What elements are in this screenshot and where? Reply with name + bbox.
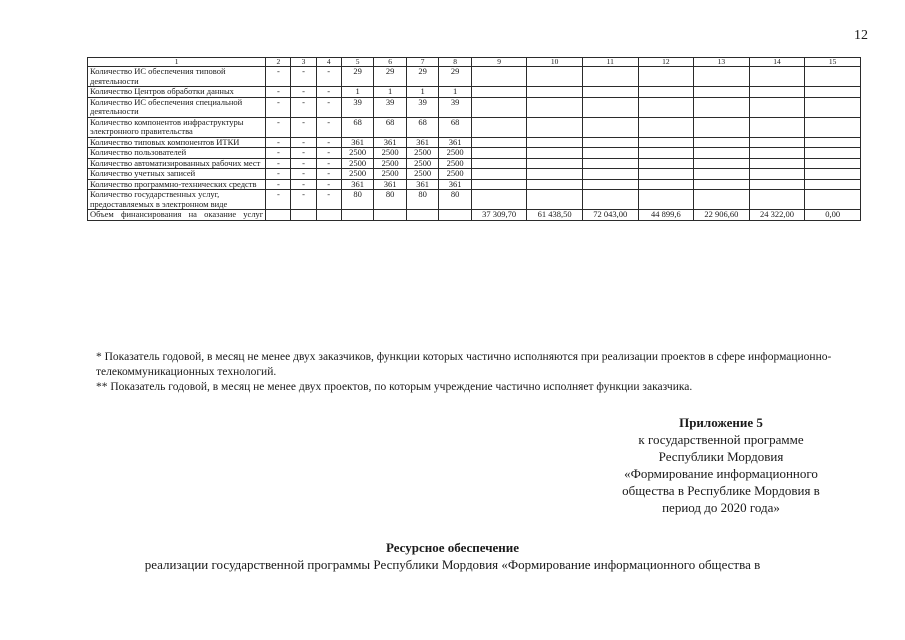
- column-header: 6: [374, 58, 407, 67]
- row-name-cell: Количество учетных записей: [88, 169, 266, 180]
- value-cell: [749, 67, 805, 87]
- value-cell: 29: [439, 67, 472, 87]
- appendix-line: «Формирование информационного: [624, 466, 818, 481]
- value-cell: 2500: [374, 148, 407, 159]
- value-cell: [266, 210, 291, 221]
- value-cell: [638, 158, 694, 169]
- value-cell: 72 043,00: [582, 210, 638, 221]
- table-row: [88, 158, 861, 169]
- value-cell: [527, 169, 583, 180]
- value-cell: 37 309,70: [471, 210, 527, 221]
- table-row: [88, 169, 861, 180]
- value-cell: [638, 137, 694, 148]
- table-row: [88, 137, 861, 148]
- value-cell: [749, 137, 805, 148]
- row-name-cell: Количество пользователей: [88, 148, 266, 159]
- value-cell: -: [266, 67, 291, 87]
- value-cell: [439, 210, 472, 221]
- value-cell: [694, 87, 750, 98]
- value-cell: -: [316, 148, 341, 159]
- value-cell: [527, 148, 583, 159]
- value-cell: 2500: [341, 169, 374, 180]
- value-cell: [527, 190, 583, 210]
- value-cell: 80: [374, 190, 407, 210]
- value-cell: [805, 158, 861, 169]
- table-row: [88, 87, 861, 98]
- value-cell: [805, 190, 861, 210]
- row-name-cell: Количество ИС обеспечения типовой деятельности: [88, 67, 266, 87]
- table-row: [88, 210, 861, 221]
- value-cell: 68: [341, 117, 374, 137]
- value-cell: -: [316, 169, 341, 180]
- footnote-1: * Показатель годовой, в месяц не менее двух заказчиков, функции которых частично исполняются при реализации проектов в сфере информационно-телекоммуникационных технологий.: [96, 351, 832, 378]
- value-cell: -: [266, 87, 291, 98]
- value-cell: 61 438,50: [527, 210, 583, 221]
- value-cell: [638, 87, 694, 98]
- footnote-2: ** Показатель годовой, в месяц не менее двух проектов, по которым учреждение частично исполняет функции заказчика.: [96, 381, 693, 393]
- value-cell: [527, 137, 583, 148]
- table-header-row: [88, 58, 861, 67]
- value-cell: [582, 169, 638, 180]
- value-cell: [749, 97, 805, 117]
- value-cell: 1: [374, 87, 407, 98]
- value-cell: [805, 87, 861, 98]
- value-cell: [805, 169, 861, 180]
- value-cell: [316, 210, 341, 221]
- table-row: [88, 97, 861, 117]
- value-cell: -: [291, 117, 316, 137]
- value-cell: [471, 117, 527, 137]
- value-cell: [805, 148, 861, 159]
- value-cell: 2500: [439, 148, 472, 159]
- value-cell: 0,00: [805, 210, 861, 221]
- value-cell: [694, 148, 750, 159]
- value-cell: [694, 117, 750, 137]
- value-cell: 80: [341, 190, 374, 210]
- appendix-line: Республики Мордовия: [658, 449, 784, 464]
- value-cell: -: [291, 87, 316, 98]
- row-name-cell: Количество компонентов инфраструктуры электронного правительства: [88, 117, 266, 137]
- value-cell: [471, 67, 527, 87]
- value-cell: [694, 190, 750, 210]
- column-header: 3: [291, 58, 316, 67]
- value-cell: [749, 148, 805, 159]
- value-cell: [638, 179, 694, 190]
- value-cell: [471, 169, 527, 180]
- value-cell: [749, 169, 805, 180]
- column-header: 2: [266, 58, 291, 67]
- value-cell: [582, 87, 638, 98]
- value-cell: [694, 158, 750, 169]
- value-cell: -: [316, 179, 341, 190]
- value-cell: -: [266, 148, 291, 159]
- value-cell: [582, 97, 638, 117]
- value-cell: [527, 67, 583, 87]
- value-cell: 44 899,6: [638, 210, 694, 221]
- value-cell: [805, 137, 861, 148]
- value-cell: [527, 158, 583, 169]
- value-cell: -: [266, 97, 291, 117]
- value-cell: -: [316, 97, 341, 117]
- column-header: 7: [406, 58, 439, 67]
- value-cell: [471, 87, 527, 98]
- value-cell: -: [316, 87, 341, 98]
- value-cell: [471, 179, 527, 190]
- column-header: 12: [638, 58, 694, 67]
- value-cell: [749, 158, 805, 169]
- column-header: 14: [749, 58, 805, 67]
- value-cell: -: [266, 158, 291, 169]
- value-cell: [582, 179, 638, 190]
- value-cell: -: [291, 190, 316, 210]
- value-cell: -: [266, 190, 291, 210]
- value-cell: [749, 87, 805, 98]
- column-header: 13: [694, 58, 750, 67]
- value-cell: [341, 210, 374, 221]
- value-cell: [749, 190, 805, 210]
- value-cell: 361: [406, 179, 439, 190]
- value-cell: 2500: [439, 169, 472, 180]
- value-cell: -: [291, 148, 316, 159]
- value-cell: [471, 190, 527, 210]
- value-cell: [638, 148, 694, 159]
- value-cell: -: [291, 97, 316, 117]
- footnotes: [96, 350, 866, 395]
- value-cell: 1: [341, 87, 374, 98]
- table-row: [88, 179, 861, 190]
- value-cell: 39: [374, 97, 407, 117]
- value-cell: [291, 210, 316, 221]
- column-header: 8: [439, 58, 472, 67]
- appendix-line: к государственной программе: [638, 432, 804, 447]
- appendix-title: Приложение 5: [679, 415, 763, 430]
- value-cell: [638, 67, 694, 87]
- appendix-heading: [590, 414, 852, 516]
- column-header: 4: [316, 58, 341, 67]
- table-row: [88, 148, 861, 159]
- value-cell: -: [291, 169, 316, 180]
- value-cell: -: [291, 67, 316, 87]
- value-cell: 361: [439, 137, 472, 148]
- value-cell: 68: [406, 117, 439, 137]
- appendix-line: период до 2020 года»: [662, 500, 780, 515]
- value-cell: 361: [341, 179, 374, 190]
- value-cell: [527, 87, 583, 98]
- column-header: 15: [805, 58, 861, 67]
- value-cell: 2500: [374, 158, 407, 169]
- column-header: 10: [527, 58, 583, 67]
- table-row: [88, 190, 861, 210]
- value-cell: [471, 97, 527, 117]
- section-subtitle: реализации государственной программы Республики Мордовия «Формирование информационного общества в: [144, 557, 761, 572]
- table-row: [88, 67, 861, 87]
- value-cell: [527, 179, 583, 190]
- value-cell: -: [291, 137, 316, 148]
- value-cell: [471, 158, 527, 169]
- value-cell: [527, 117, 583, 137]
- row-name-cell: Количество государственных услуг, предоставляемых в электронном виде: [88, 190, 266, 210]
- appendix-line: общества в Республике Мордовия в: [622, 483, 820, 498]
- value-cell: 29: [374, 67, 407, 87]
- row-name-cell: Количество типовых компонентов ИТКИ: [88, 137, 266, 148]
- value-cell: 80: [439, 190, 472, 210]
- value-cell: 2500: [406, 158, 439, 169]
- value-cell: [749, 179, 805, 190]
- value-cell: [582, 190, 638, 210]
- value-cell: [582, 148, 638, 159]
- value-cell: 39: [439, 97, 472, 117]
- value-cell: [582, 137, 638, 148]
- value-cell: -: [316, 117, 341, 137]
- value-cell: [805, 179, 861, 190]
- indicators-table: [87, 57, 861, 221]
- value-cell: 80: [406, 190, 439, 210]
- row-name-cell: Объем финансирования на оказание услуг: [88, 210, 266, 221]
- value-cell: -: [266, 137, 291, 148]
- value-cell: [638, 117, 694, 137]
- value-cell: [582, 67, 638, 87]
- value-cell: [638, 190, 694, 210]
- value-cell: [805, 97, 861, 117]
- value-cell: [374, 210, 407, 221]
- value-cell: [582, 158, 638, 169]
- value-cell: [694, 137, 750, 148]
- row-name-cell: Количество Центров обработки данных: [88, 87, 266, 98]
- value-cell: 22 906,60: [694, 210, 750, 221]
- value-cell: 2500: [406, 169, 439, 180]
- row-name-cell: Количество автоматизированных рабочих мест: [88, 158, 266, 169]
- value-cell: -: [266, 117, 291, 137]
- column-header: 1: [88, 58, 266, 67]
- table-body: [88, 67, 861, 221]
- value-cell: -: [316, 137, 341, 148]
- value-cell: 1: [406, 87, 439, 98]
- value-cell: -: [266, 169, 291, 180]
- column-header: 5: [341, 58, 374, 67]
- value-cell: -: [316, 158, 341, 169]
- value-cell: 39: [406, 97, 439, 117]
- value-cell: 2500: [406, 148, 439, 159]
- value-cell: [694, 179, 750, 190]
- value-cell: -: [291, 179, 316, 190]
- section-title: Ресурсное обеспечение: [385, 540, 520, 555]
- value-cell: [471, 137, 527, 148]
- value-cell: [805, 67, 861, 87]
- value-cell: 68: [374, 117, 407, 137]
- value-cell: -: [291, 158, 316, 169]
- value-cell: 2500: [341, 158, 374, 169]
- value-cell: -: [316, 190, 341, 210]
- value-cell: [638, 169, 694, 180]
- value-cell: 29: [406, 67, 439, 87]
- value-cell: [694, 169, 750, 180]
- row-name-cell: Количество программно-технических средств: [88, 179, 266, 190]
- value-cell: 24 322,00: [749, 210, 805, 221]
- column-header: 9: [471, 58, 527, 67]
- value-cell: 361: [341, 137, 374, 148]
- value-cell: 2500: [374, 169, 407, 180]
- value-cell: [406, 210, 439, 221]
- value-cell: 361: [374, 137, 407, 148]
- value-cell: [638, 97, 694, 117]
- value-cell: [471, 148, 527, 159]
- value-cell: -: [266, 179, 291, 190]
- column-header: 11: [582, 58, 638, 67]
- value-cell: 361: [406, 137, 439, 148]
- value-cell: 361: [439, 179, 472, 190]
- value-cell: [582, 117, 638, 137]
- value-cell: -: [316, 67, 341, 87]
- value-cell: [749, 117, 805, 137]
- value-cell: 2500: [439, 158, 472, 169]
- value-cell: [694, 97, 750, 117]
- value-cell: 2500: [341, 148, 374, 159]
- table-row: [88, 117, 861, 137]
- value-cell: 39: [341, 97, 374, 117]
- value-cell: 29: [341, 67, 374, 87]
- value-cell: 68: [439, 117, 472, 137]
- row-name-cell: Количество ИС обеспечения специальной деятельности: [88, 97, 266, 117]
- value-cell: 1: [439, 87, 472, 98]
- page-number: 12: [854, 28, 868, 43]
- value-cell: [527, 97, 583, 117]
- value-cell: 361: [374, 179, 407, 190]
- value-cell: [694, 67, 750, 87]
- value-cell: [805, 117, 861, 137]
